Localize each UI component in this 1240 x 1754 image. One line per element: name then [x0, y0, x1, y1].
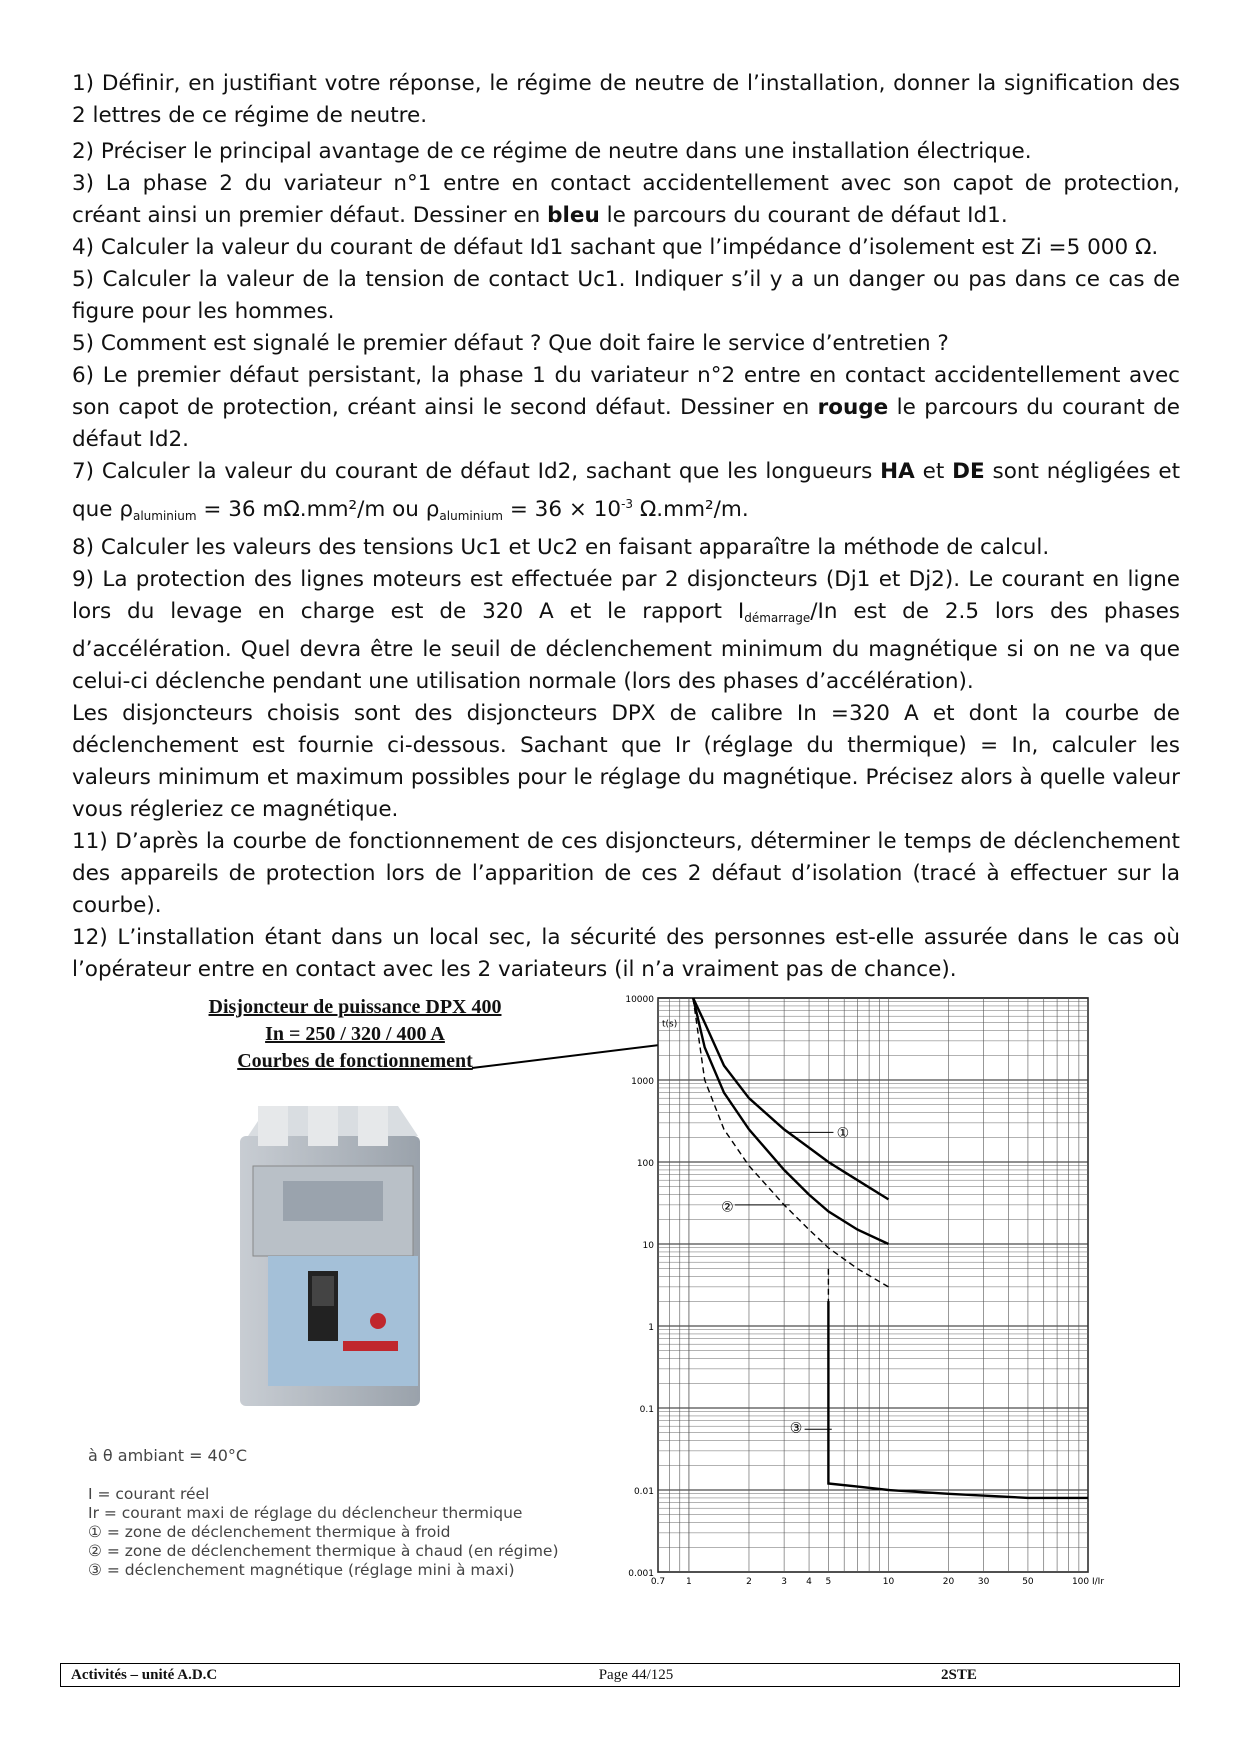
x-tick-label: 10: [882, 1577, 895, 1587]
y-tick-label: 0.1: [639, 1405, 654, 1415]
question-4: 4) Calculer la valeur du courant de défaut Id1 sachant que l’impédance d’isolement est Zi =5 000 Ω.: [72, 235, 1159, 260]
question-5a: 5) Calculer la valeur de la tension de contact Uc1. Indiquer s’il y a un danger ou pas dans ce cas de figure pour les hommes.: [72, 267, 1180, 324]
question-12: 12) L’installation étant dans un local sec, la sécurité des personnes est-elle assurée dans le cas où l’opérateur entre en contact avec les 2 variateurs (il n’a vraiment pas de chance).: [72, 925, 1180, 982]
question-7: 7) Calculer la valeur du courant de défaut Id2, sachant que les longueurs HA et DE sont négligées et que $\rho_{aluminium} = 36$ mΩ.mm²/m ou $\rho_{aluminium} = 36 \times 10^{-3}$ Ω.mm²/m.: [72, 459, 1180, 523]
curve-annotation: ①: [836, 1125, 850, 1142]
footer-left: Activités – unité A.D.C: [71, 1666, 218, 1683]
question-3: 3) La phase 2 du variateur n°1 entre en contact accidentellement avec son capot de protection, créant ainsi un premier défaut. Dessiner en bleu le parcours du courant de défaut Id1.: [72, 171, 1180, 228]
tripping-curve-chart: [608, 990, 1105, 1610]
question-2: 2) Préciser le principal avantage de ce régime de neutre dans une installation électrique.: [72, 139, 1032, 164]
legend-line-5: ③ = déclenchement magnétique (réglage mini à maxi): [88, 1561, 515, 1579]
chart-frame: [658, 998, 1088, 1572]
y-axis-label: t(s): [662, 1019, 678, 1030]
x-tick-label: 1: [686, 1577, 692, 1587]
chart-legend: [88, 1446, 588, 1580]
legend-line-1: I = courant réel: [88, 1485, 210, 1503]
y-tick-label: 10: [642, 1241, 654, 1251]
question-5b: 5) Comment est signalé le premier défaut ? Que doit faire le service d’entretien ?: [72, 331, 949, 356]
x-tick-label: 100 I/Ir: [1071, 1577, 1105, 1587]
y-tick-label: 100: [636, 1159, 654, 1169]
footer-page-number: Page 44/125: [598, 1666, 674, 1683]
x-tick-label: 0.7: [650, 1577, 666, 1587]
x-tick-label: 4: [806, 1577, 812, 1587]
question-9: 9) La protection des lignes moteurs est effectuée par 2 disjoncteurs (Dj1 et Dj2). Le courant en ligne lors du levage en charge est de 320 A et le rapport $I_{démarrage}/In$ est de 2.5 lors des phases d’accélération. Quel devra être le seuil de déclenchement minimum du magnétique si on ne va que celui-ci déclenche pendant une utilisation normale (lors des phases d’accélération).: [72, 567, 1181, 694]
question-10: Les disjoncteurs choisis sont des disjoncteurs DPX de calibre In =320 A et dont la courbe de déclenchement est fournie ci-dessous. Sachant que Ir (réglage du thermique) = In, calculer les valeurs minimum et maximum possibles pour le réglage du magnétique. Précisez alors à quelle valeur vous régleriez ce magnétique.: [72, 701, 1180, 822]
question-8: 8) Calculer les valeurs des tensions Uc1 et Uc2 en faisant apparaître la méthode de calcul.: [72, 535, 1050, 560]
question-11: 11) D’après la courbe de fonctionnement de ces disjoncteurs, déterminer le temps de déclenchement des appareils de protection lors de l’apparition de ces 2 défaut d’isolation (tracé à effectuer sur la courbe).: [72, 829, 1180, 918]
y-tick-label: 1: [648, 1323, 654, 1333]
legend-line-2: Ir = courant maxi de réglage du déclencheur thermique: [88, 1504, 523, 1522]
device-title-line3: Courbes de fonctionnement: [237, 1050, 473, 1072]
legend-line-3: ① = zone de déclenchement thermique à froid: [88, 1523, 451, 1541]
curve-annotation: ②: [721, 1199, 734, 1216]
question-6: 6) Le premier défaut persistant, la phase 1 du variateur n°2 entre en contact accidentellement avec son capot de protection, créant ainsi le second défaut. Dessiner en rouge le parcours du courant de défaut Id2.: [72, 363, 1180, 452]
breaker-product-photo: [228, 1096, 438, 1406]
x-tick-label: 50: [1022, 1577, 1034, 1587]
y-tick-label: 0.01: [633, 1487, 654, 1497]
curve-annotation: ③: [789, 1420, 803, 1437]
x-tick-label: 30: [977, 1577, 990, 1587]
questions-block: [72, 68, 1180, 986]
y-tick-label: 1000: [631, 1077, 654, 1087]
legend-line-4: ② = zone de déclenchement thermique à chaud (en régime): [88, 1542, 559, 1560]
page-footer: [60, 1663, 1180, 1687]
device-title-line2: In = 250 / 320 / 400 A: [265, 1023, 445, 1045]
device-title-line1: Disjoncteur de puissance DPX 400: [208, 996, 502, 1018]
x-tick-label: 20: [942, 1577, 955, 1587]
x-tick-label: 2: [746, 1577, 752, 1587]
footer-right: 2STE: [941, 1666, 977, 1683]
legend-ambient: à θ ambiant = 40°C: [88, 1446, 248, 1465]
x-tick-label: 5: [825, 1577, 832, 1587]
question-1: 1) Définir, en justifiant votre réponse, le régime de neutre de l’installation, donner la signification des 2 lettres de ce régime de neutre.: [72, 71, 1180, 128]
x-tick-label: 3: [781, 1577, 787, 1587]
y-tick-label: 10000: [625, 995, 654, 1005]
y-tick-label: 0.001: [628, 1569, 654, 1579]
